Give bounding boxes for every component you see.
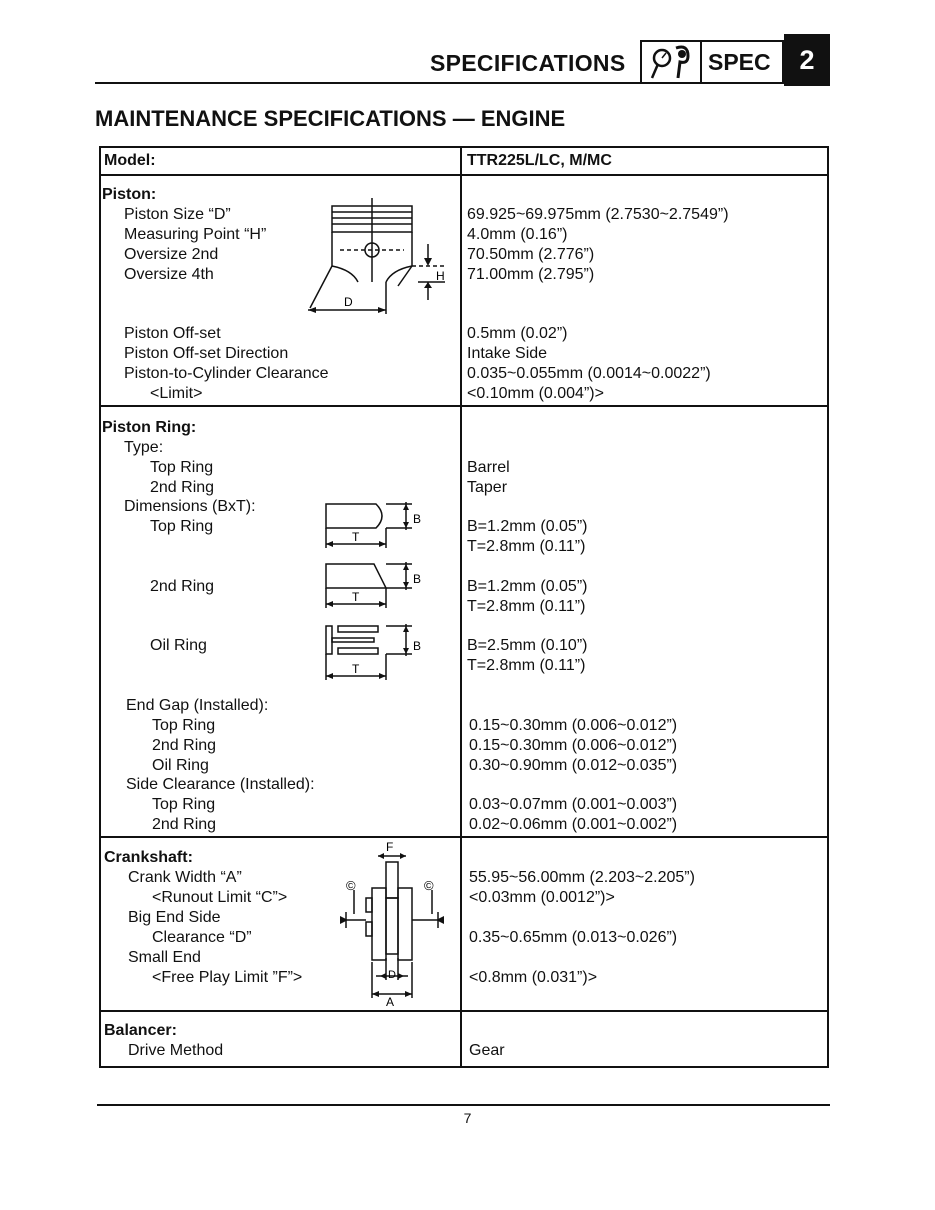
spec-value: 0.035~0.055mm (0.0014~0.0022”) — [467, 365, 711, 382]
oil-ring-diagram — [318, 620, 428, 684]
ring-t-label: T — [352, 662, 360, 676]
crank-c-label: © — [424, 878, 434, 893]
piston-d-label: D — [344, 295, 353, 309]
spec-value: <0.10mm (0.004”)> — [467, 385, 604, 402]
spec-value: B=2.5mm (0.10”) — [467, 637, 588, 654]
header-rule — [95, 82, 640, 84]
spec-label: <Limit> — [150, 385, 203, 402]
ring-b-label: B — [413, 572, 422, 586]
spec-label: Oil Ring — [150, 637, 207, 654]
spec-value: Gear — [469, 1042, 505, 1059]
spec-label: Top Ring — [150, 518, 214, 535]
side-clearance-label: Side Clearance (Installed): — [126, 776, 315, 793]
model-value: TTR225L/LC, M/MC — [467, 152, 612, 169]
spec-value: Barrel — [467, 459, 510, 476]
spec-label: Oversize 4th — [124, 266, 214, 283]
spec-value: 0.02~0.06mm (0.001~0.002”) — [469, 816, 678, 833]
piston-section-divider — [99, 405, 829, 407]
spec-label: Piston Off-set Direction — [124, 345, 289, 362]
chapter-number: 2 — [784, 34, 830, 86]
ring-t-label: T — [352, 590, 360, 604]
chapter-tab — [640, 30, 830, 86]
spec-label: Oversize 2nd — [124, 246, 219, 263]
spec-value: 0.30~0.90mm (0.012~0.035”) — [469, 757, 678, 774]
spec-label: Big End Side — [128, 909, 221, 926]
spec-label: 2nd Ring — [152, 737, 217, 754]
spec-value: B=1.2mm (0.05”) — [467, 578, 588, 595]
ring-b-label: B — [413, 639, 422, 653]
spec-value: 69.925~69.975mm (2.7530~2.7549”) — [467, 206, 729, 223]
spec-value: <0.8mm (0.031”)> — [469, 969, 598, 986]
table-column-divider — [460, 146, 462, 1068]
spec-value: Taper — [467, 479, 508, 496]
table-header-divider — [99, 174, 829, 176]
spec-value: 71.00mm (2.795”) — [467, 266, 595, 283]
piston-ring-heading: Piston Ring: — [102, 419, 197, 436]
spec-label: Piston-to-Cylinder Clearance — [124, 365, 329, 382]
crankshaft-diagram — [336, 838, 448, 1010]
ring-dimensions-label: Dimensions (BxT): — [124, 498, 256, 515]
spec-label: 2nd Ring — [150, 578, 215, 595]
spec-value: 0.03~0.07mm (0.001~0.003”) — [469, 796, 678, 813]
spec-label: Measuring Point “H” — [124, 226, 267, 243]
spec-value: 0.5mm (0.02”) — [467, 325, 568, 342]
piston-diagram — [300, 196, 460, 320]
spec-value: 70.50mm (2.776”) — [467, 246, 595, 263]
measuring-tools-icon — [640, 40, 702, 84]
spec-label: Top Ring — [152, 717, 216, 734]
page-number: 7 — [463, 1110, 472, 1126]
spec-label: Crank Width “A” — [128, 869, 242, 886]
section-title: MAINTENANCE SPECIFICATIONS — ENGINE — [95, 106, 566, 131]
spec-value: 55.95~56.00mm (2.203~2.205”) — [469, 869, 695, 886]
spec-label: 2nd Ring — [152, 816, 217, 833]
spec-label: Small End — [128, 949, 201, 966]
ring-section-divider — [99, 836, 829, 838]
piston-heading: Piston: — [102, 186, 157, 203]
model-label: Model: — [104, 152, 156, 169]
spec-label: Top Ring — [150, 459, 214, 476]
spec-label: Piston Size “D” — [124, 206, 231, 223]
crank-c-label: © — [346, 878, 356, 893]
piston-h-label: H — [436, 269, 445, 283]
spec-label: 2nd Ring — [150, 479, 215, 496]
crank-f-label: F — [386, 840, 394, 854]
page-header-title: SPECIFICATIONS — [430, 50, 626, 76]
spec-label: Clearance “D” — [152, 929, 252, 946]
spec-label: <Runout Limit “C”> — [152, 889, 288, 906]
top-ring-diagram — [318, 498, 428, 552]
spec-label: Piston Off-set — [124, 325, 221, 342]
ring-type-label: Type: — [124, 439, 164, 456]
balancer-heading: Balancer: — [104, 1022, 177, 1039]
crank-d-label: D — [388, 969, 396, 981]
crankshaft-heading: Crankshaft: — [104, 849, 193, 866]
spec-label: Oil Ring — [152, 757, 209, 774]
crank-a-label: A — [386, 995, 395, 1009]
end-gap-label: End Gap (Installed): — [126, 697, 269, 714]
ring-t-label: T — [352, 530, 360, 544]
crank-section-divider — [99, 1010, 829, 1012]
spec-value: 0.15~0.30mm (0.006~0.012”) — [469, 737, 678, 754]
spec-value: B=1.2mm (0.05”) — [467, 518, 588, 535]
spec-label: Drive Method — [128, 1042, 224, 1059]
second-ring-diagram — [318, 558, 428, 612]
spec-value: 0.15~0.30mm (0.006~0.012”) — [469, 717, 678, 734]
ring-b-label: B — [413, 512, 422, 526]
spec-value: Intake Side — [467, 345, 548, 362]
spec-label: Top Ring — [152, 796, 216, 813]
spec-value: T=2.8mm (0.11”) — [467, 598, 586, 615]
spec-value: <0.03mm (0.0012”)> — [469, 889, 615, 906]
spec-value: 0.35~0.65mm (0.013~0.026”) — [469, 929, 678, 946]
spec-value: T=2.8mm (0.11”) — [467, 538, 586, 555]
spec-label: SPEC — [702, 40, 784, 84]
spec-label: <Free Play Limit ”F”> — [152, 969, 303, 986]
footer-rule — [97, 1104, 830, 1106]
spec-value: 4.0mm (0.16”) — [467, 226, 568, 243]
spec-value: T=2.8mm (0.11”) — [467, 657, 586, 674]
